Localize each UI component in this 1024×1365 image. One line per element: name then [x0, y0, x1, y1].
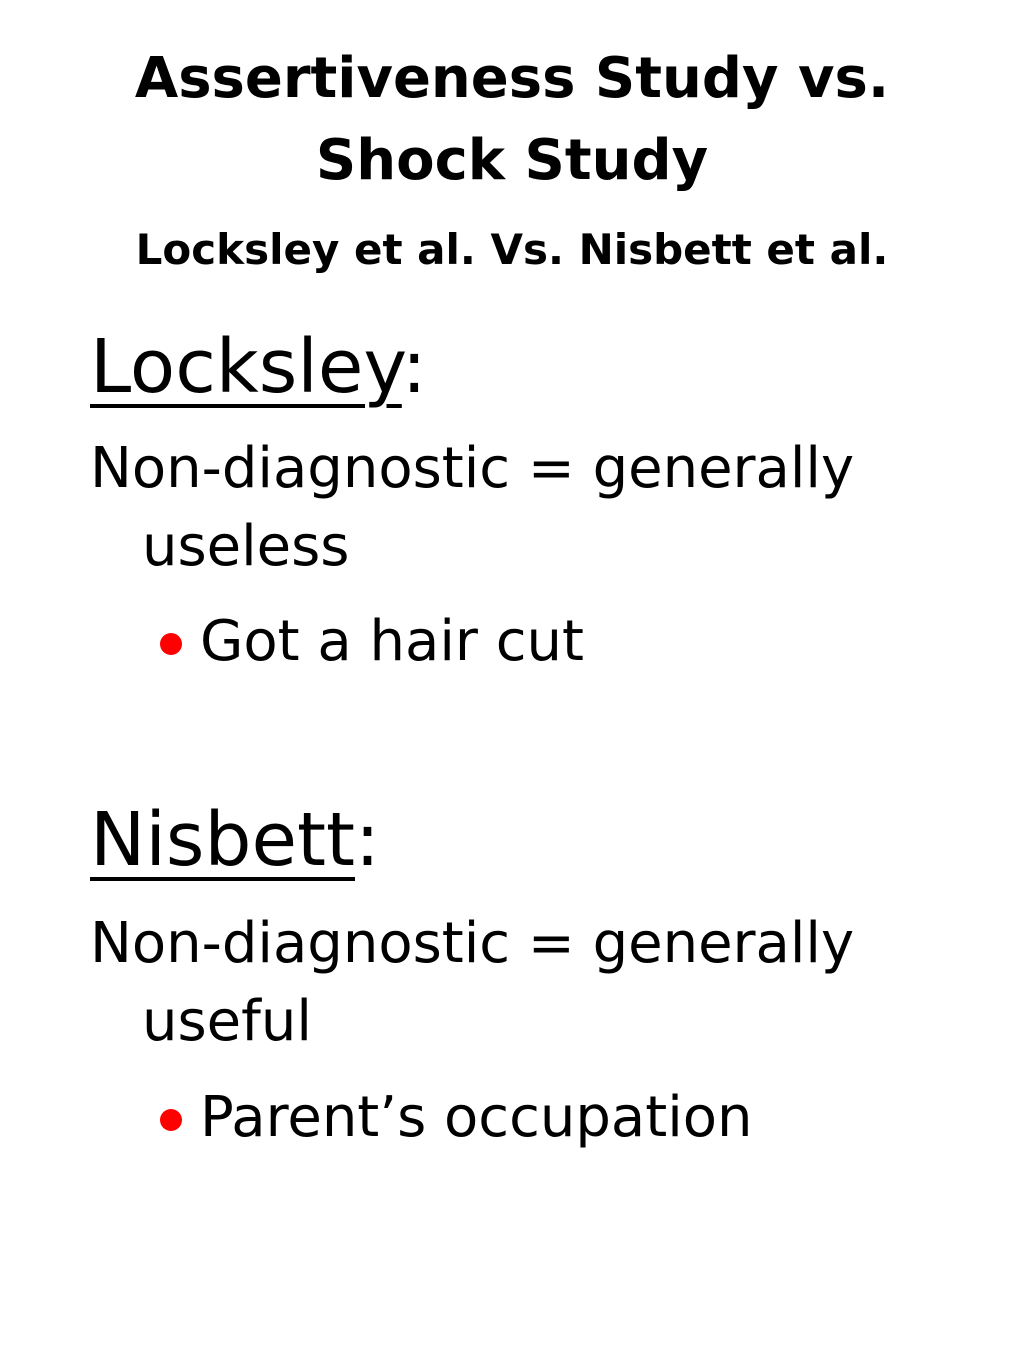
section-heading-locksley	[90, 322, 427, 412]
slide-title-line-1: Assertiveness Study vs.	[134, 46, 890, 111]
section-heading-name: Locksley	[90, 324, 402, 410]
section-heading-nisbett	[90, 795, 380, 885]
section-description-locksley: Non-diagnostic = generally useless	[90, 436, 855, 579]
section-heading-name: Nisbett	[90, 797, 355, 883]
section-heading-colon: :	[401, 324, 427, 410]
slide-subtitle: Locksley et al. Vs. Nisbett et al.	[135, 225, 889, 274]
bullet-dot-icon	[160, 1109, 182, 1131]
section-description-nisbett: Non-diagnostic = generally useful	[90, 911, 855, 1054]
section-heading-colon: :	[355, 797, 380, 883]
slide-title-line-2: Shock Study	[315, 128, 709, 193]
slide-title	[0, 38, 1024, 202]
bullet-item-locksley	[160, 603, 584, 681]
bullet-dot-icon	[160, 633, 182, 655]
bullet-item-text: Got a hair cut	[200, 609, 584, 674]
bullet-item-nisbett	[160, 1079, 753, 1157]
bullet-item-text: Parent’s occupation	[200, 1085, 753, 1150]
